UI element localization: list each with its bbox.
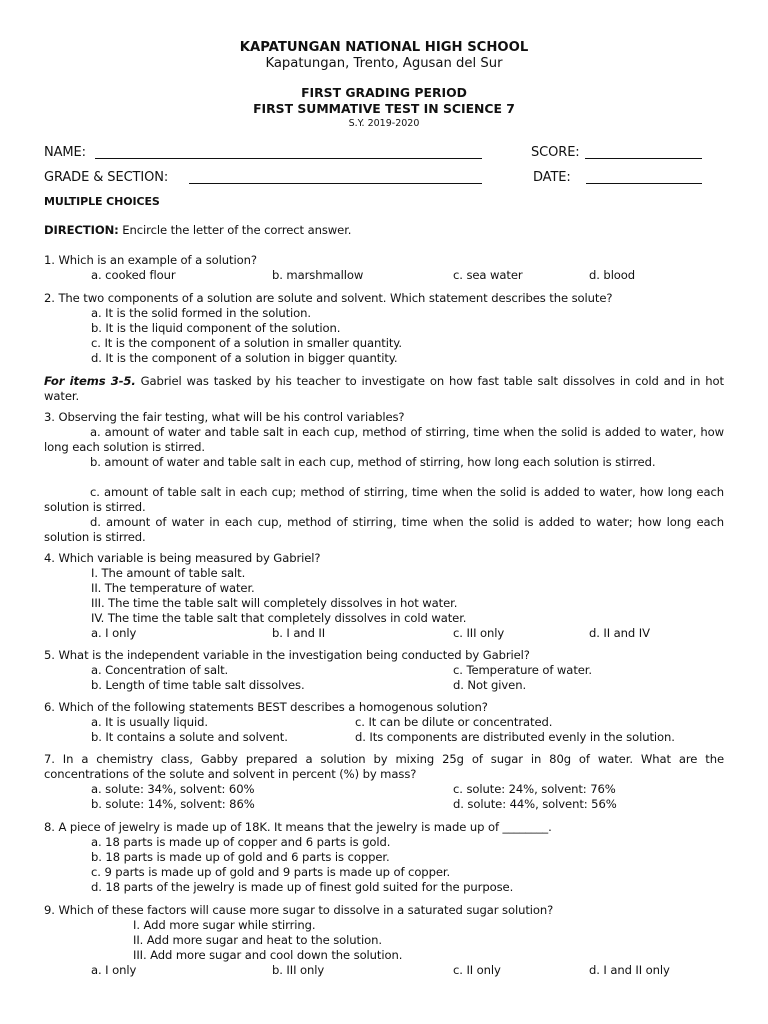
q4-option-d[interactable]: d. II and IV	[589, 626, 650, 640]
grading-period: FIRST GRADING PERIOD	[301, 85, 467, 100]
q4-option-c[interactable]: c. III only	[453, 626, 505, 640]
q8-option-d[interactable]: d. 18 parts of the jewelry is made up of finest gold suited for the purpose.	[91, 880, 514, 894]
q7-option-a[interactable]: a. solute: 34%, solvent: 60%	[91, 782, 255, 796]
school-year: S.Y. 2019-2020	[348, 118, 420, 129]
q8-stem: 8. A piece of jewelry is made up of 18K. It means that the jewelry is made up of ________.	[44, 820, 552, 834]
score-label: SCORE:	[531, 145, 580, 160]
q6-option-d[interactable]: d. Its components are distributed evenly in the solution.	[355, 730, 675, 744]
q7-option-b[interactable]: b. solute: 14%, solvent: 86%	[91, 797, 255, 811]
direction-label: DIRECTION:	[44, 223, 119, 237]
items-note-label: For items 3-5.	[44, 374, 136, 388]
q3-option-c-text: c. amount of table salt in each cup; method of stirring, time when the solid is added to water, how long each solution is stirred.	[44, 485, 724, 514]
name-label: NAME:	[44, 145, 86, 160]
q7-option-d[interactable]: d. solute: 44%, solvent: 56%	[453, 797, 617, 811]
q3-option-d[interactable]	[44, 515, 724, 545]
q6-option-a[interactable]: a. It is usually liquid.	[91, 715, 208, 729]
q1-option-c[interactable]: c. sea water	[453, 268, 523, 282]
q8-option-b[interactable]: b. 18 parts is made up of gold and 6 parts is copper.	[91, 850, 390, 864]
q4-option-b[interactable]: b. I and II	[272, 626, 326, 640]
q3-option-b[interactable]	[44, 455, 724, 470]
items-note-text: Gabriel was tasked by his teacher to investigate on how fast table salt dissolves in cold and in hot water.	[44, 374, 724, 403]
score-field[interactable]	[585, 158, 702, 159]
q4-stem: 4. Which variable is being measured by Gabriel?	[44, 551, 321, 565]
q3-option-a-text: a. amount of water and table salt in each cup, method of stirring, time when the solid is added to water, how long each solution is stirred.	[44, 425, 724, 454]
q3-option-c[interactable]	[44, 485, 724, 515]
q6-stem: 6. Which of the following statements BEST describes a homogenous solution?	[44, 700, 488, 714]
q5-option-d[interactable]: d. Not given.	[453, 678, 527, 692]
grade-section-field[interactable]	[189, 183, 482, 184]
q3-stem: 3. Observing the fair testing, what will be his control variables?	[44, 410, 405, 424]
q1-stem: 1. Which is an example of a solution?	[44, 253, 257, 267]
q2-option-a[interactable]: a. It is the solid formed in the solution.	[91, 306, 311, 320]
q1-option-b[interactable]: b. marshmallow	[272, 268, 364, 282]
q7-stem: 7. In a chemistry class, Gabby prepared a solution by mixing 25g of sugar in 80g of water. What are the concentrations of the solute and solvent in percent (%) by mass?	[44, 752, 724, 781]
q9-statement-iii: III. Add more sugar and cool down the solution.	[133, 948, 403, 962]
q4-statement-ii: II. The temperature of water.	[91, 581, 255, 595]
q6-option-c[interactable]: c. It can be dilute or concentrated.	[355, 715, 553, 729]
q9-option-c[interactable]: c. II only	[453, 963, 501, 977]
q3-option-d-text: d. amount of water in each cup, method of stirring, time when the solid is added to water; how long each solution is stirred.	[44, 515, 724, 544]
q4-statement-iii: III. The time the table salt will completely dissolves in hot water.	[91, 596, 458, 610]
q5-option-a[interactable]: a. Concentration of salt.	[91, 663, 229, 677]
q5-option-c[interactable]: c. Temperature of water.	[453, 663, 592, 677]
school-address: Kapatungan, Trento, Agusan del Sur	[265, 56, 503, 71]
q9-stem: 9. Which of these factors will cause more sugar to dissolve in a saturated sugar solution?	[44, 903, 554, 917]
q9-statement-ii: II. Add more sugar and heat to the solution.	[133, 933, 382, 947]
q9-option-b[interactable]: b. III only	[272, 963, 325, 977]
name-field[interactable]	[95, 158, 482, 159]
q2-stem: 2. The two components of a solution are solute and solvent. Which statement describes the solute?	[44, 291, 613, 305]
q1-option-a[interactable]: a. cooked flour	[91, 268, 176, 282]
q9-option-a[interactable]: a. I only	[91, 963, 137, 977]
direction-text: Encircle the letter of the correct answer.	[118, 223, 352, 237]
q5-option-b[interactable]: b. Length of time table salt dissolves.	[91, 678, 305, 692]
date-label: DATE:	[533, 170, 571, 185]
q2-option-c[interactable]: c. It is the component of a solution in smaller quantity.	[91, 336, 402, 350]
q4-statement-i: I. The amount of table salt.	[91, 566, 246, 580]
q6-option-b[interactable]: b. It contains a solute and solvent.	[91, 730, 288, 744]
section-heading: MULTIPLE CHOICES	[44, 195, 160, 208]
q4-option-a[interactable]: a. I only	[91, 626, 137, 640]
q8-option-c[interactable]: c. 9 parts is made up of gold and 9 parts is made up of copper.	[91, 865, 451, 879]
q9-option-d[interactable]: d. I and II only	[589, 963, 670, 977]
date-field[interactable]	[586, 183, 702, 184]
grade-section-label: GRADE & SECTION:	[44, 170, 169, 185]
q2-option-d[interactable]: d. It is the component of a solution in bigger quantity.	[91, 351, 398, 365]
q3-option-b-text: b. amount of water and table salt in each cup, method of stirring, how long each solution is stirred.	[90, 455, 656, 469]
q8-option-a[interactable]: a. 18 parts is made up of copper and 6 parts is gold.	[91, 835, 391, 849]
school-name: KAPATUNGAN NATIONAL HIGH SCHOOL	[239, 40, 529, 55]
q3-option-a[interactable]	[44, 425, 724, 455]
q4-statement-iv: IV. The time the table salt that completely dissolves in cold water.	[91, 611, 467, 625]
q5-stem: 5. What is the independent variable in the investigation being conducted by Gabriel?	[44, 648, 530, 662]
items-note	[44, 374, 724, 404]
q1-option-d[interactable]: d. blood	[589, 268, 636, 282]
q7-option-c[interactable]: c. solute: 24%, solvent: 76%	[453, 782, 616, 796]
direction	[44, 223, 351, 238]
q9-statement-i: I. Add more sugar while stirring.	[133, 918, 316, 932]
test-title: FIRST SUMMATIVE TEST IN SCIENCE 7	[253, 101, 515, 116]
q2-option-b[interactable]: b. It is the liquid component of the solution.	[91, 321, 341, 335]
